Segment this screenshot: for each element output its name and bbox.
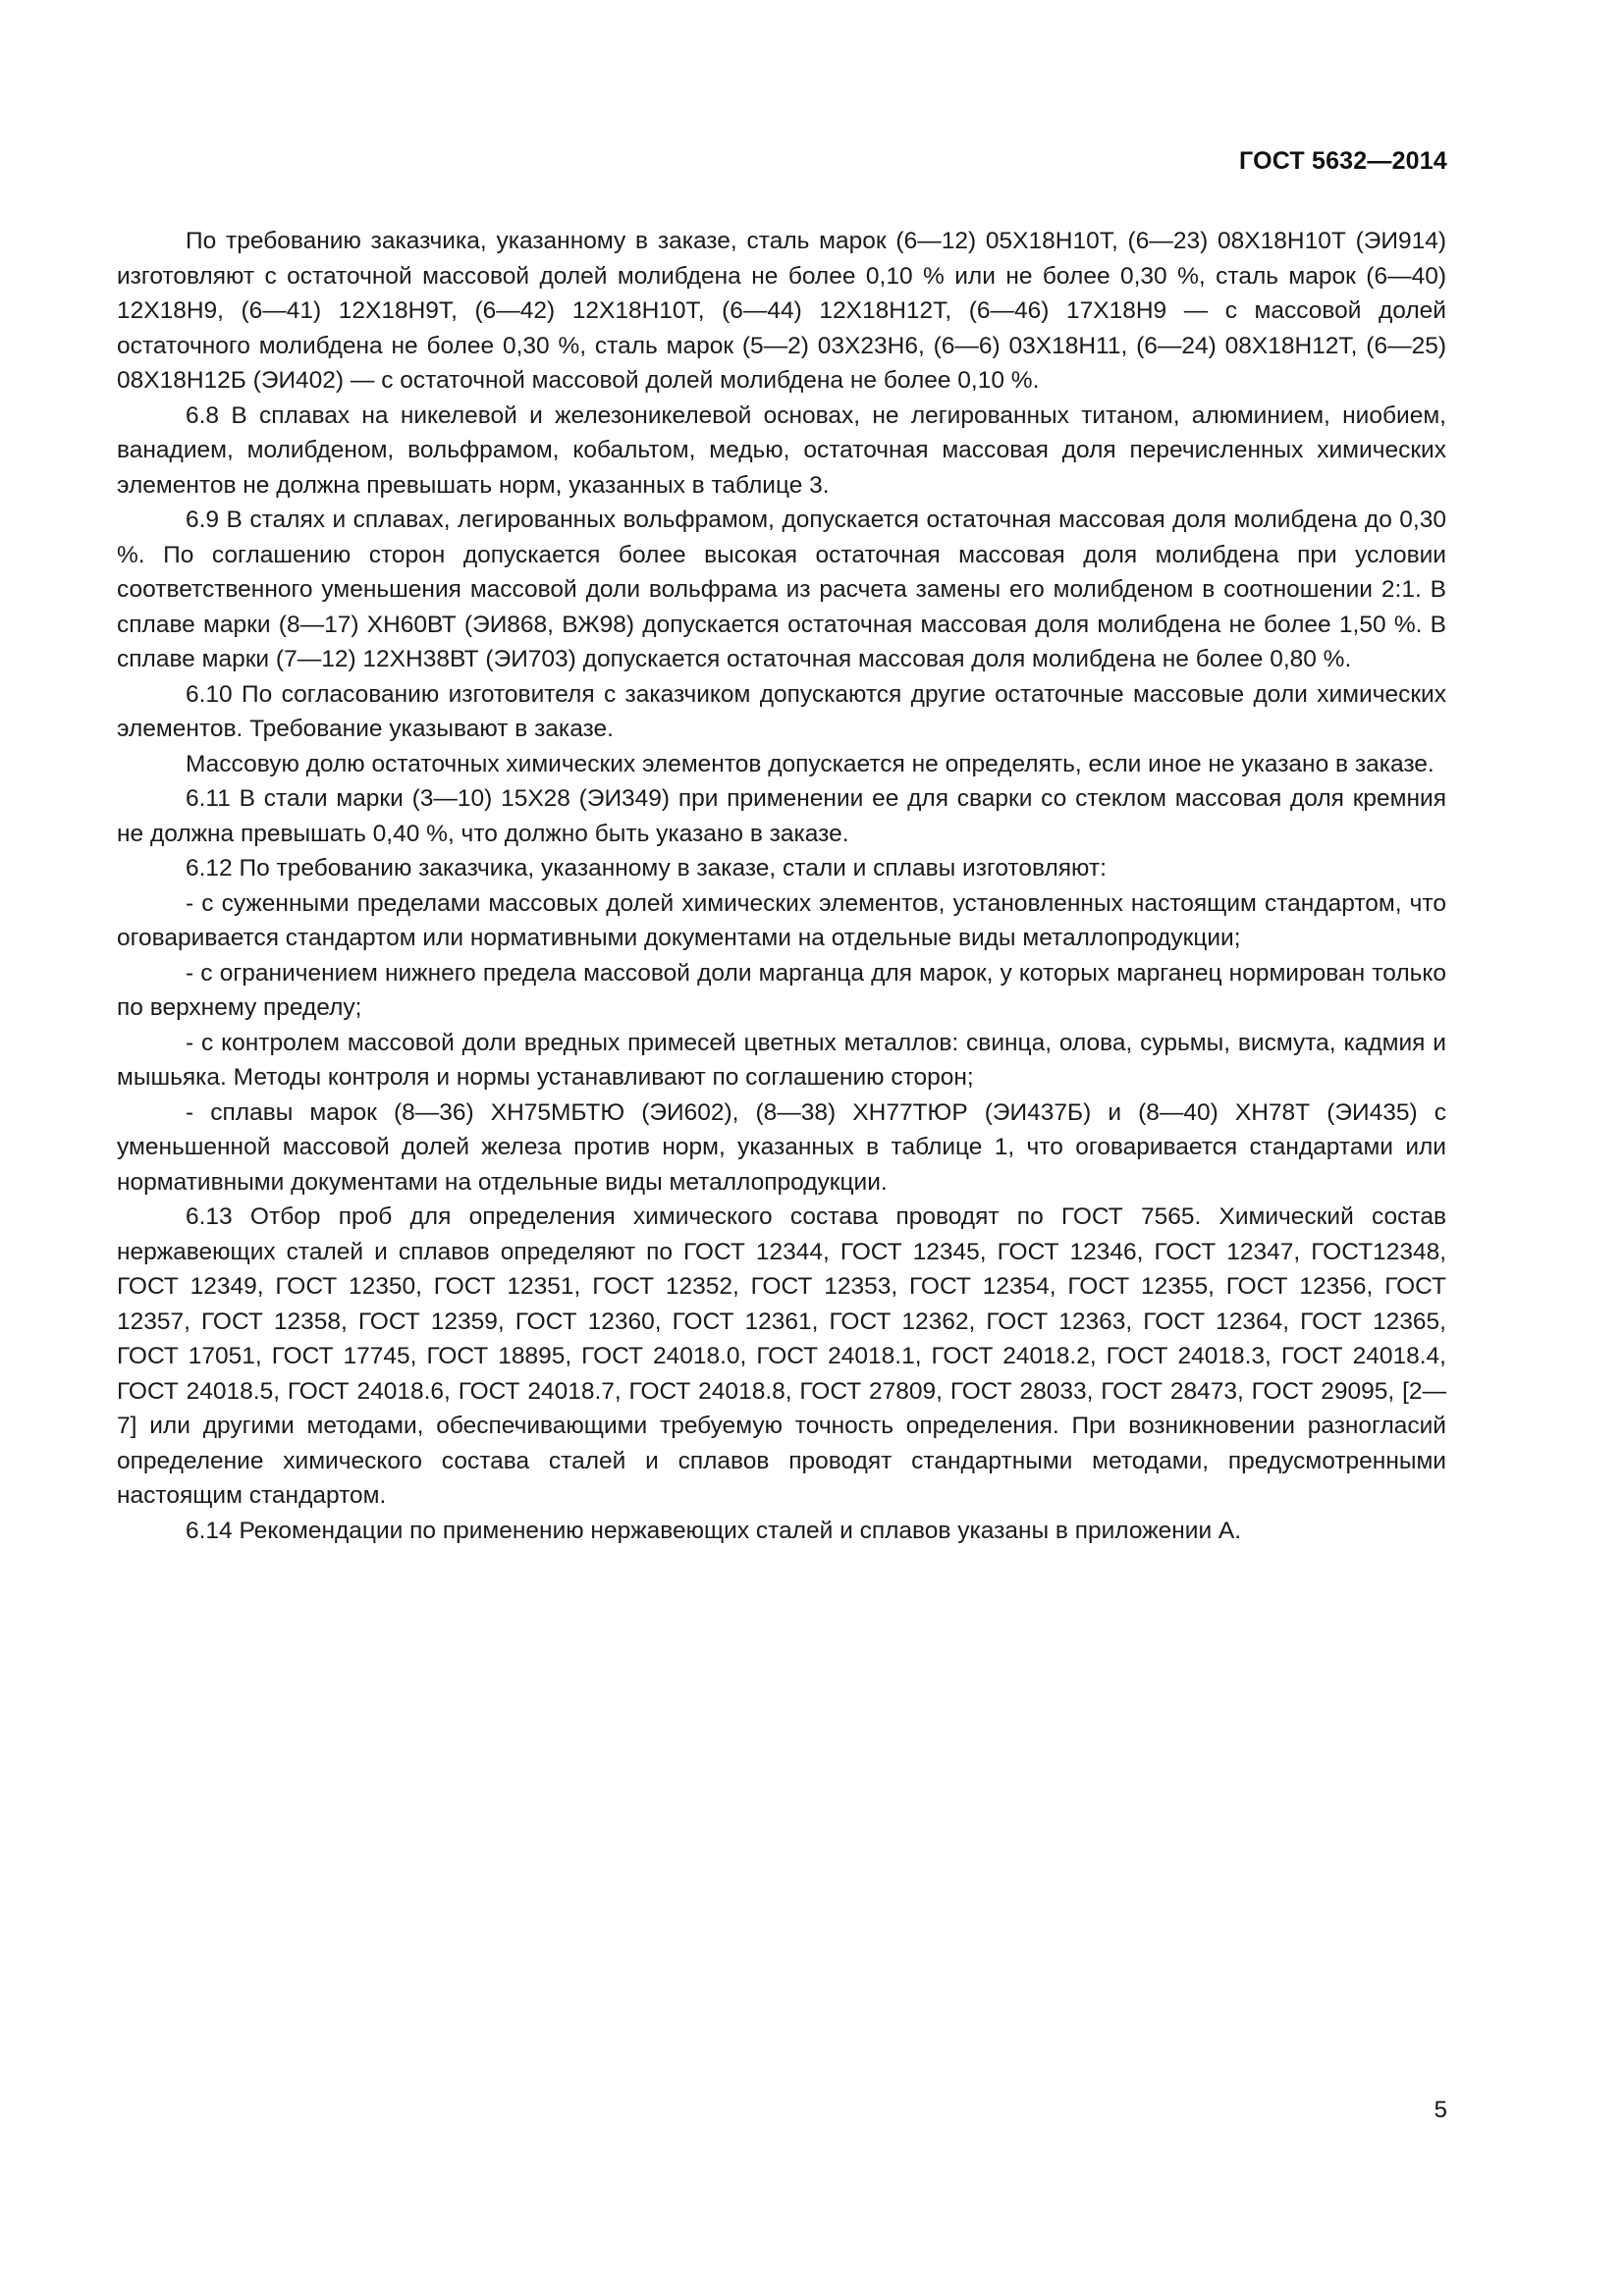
list-item-nonferrous-impurities: - с контролем массовой доли вредных примесей цветных металлов: свинца, олова, сурьмы, висмута, кадмия и мышьяка. Методы контроля и нормы устанавливают по соглашению сторон; bbox=[117, 1029, 1446, 1091]
document-body bbox=[117, 224, 1446, 1548]
paragraph-6-10: 6.10 По согласованию изготовителя с заказчиком допускаются другие остаточные массовые доли химических элементов. Требование указывают в заказе. bbox=[117, 680, 1446, 742]
paragraph-6-14: 6.14 Рекомендации по применению нержавеющих сталей и сплавов указаны в приложении А. bbox=[186, 1517, 1242, 1544]
list-item-narrowed-limits: - с суженными пределами массовых долей химических элементов, установленных настоящим стандартом, что оговаривается стандартом или нормативными документами на отдельные виды металлопродукции; bbox=[117, 889, 1446, 951]
page-header-standard-code: ГОСТ 5632—2014 bbox=[1239, 147, 1447, 175]
paragraph-6-13: 6.13 Отбор проб для определения химического состава проводят по ГОСТ 7565. Химический состав нержавеющих сталей и сплавов определяют по ГОСТ 12344, ГОСТ 12345, ГОСТ 12346, ГОСТ 12347, ГОСТ12348, ГОСТ 12349, ГОСТ 12350, ГОСТ 12351, ГОСТ 12352, ГОСТ 12353, ГОСТ 12354, ГОСТ 12355, ГОСТ 12356, ГОСТ 12357, ГОСТ 12358, ГОСТ 12359, ГОСТ 12360, ГОСТ 12361, ГОСТ 12362, ГОСТ 12363, ГОСТ 12364, ГОСТ 12365, ГОСТ 17051, ГОСТ 17745, ГОСТ 18895, ГОСТ 24018.0, ГОСТ 24018.1, ГОСТ 24018.2, ГОСТ 24018.3, ГОСТ 24018.4, ГОСТ 24018.5, ГОСТ 24018.6, ГОСТ 24018.7, ГОСТ 24018.8, ГОСТ 27809, ГОСТ 28033, ГОСТ 28473, ГОСТ 29095, [2—7] или другими методами, обеспечивающими требуемую точность определения. При возникновении разногласий определение химического состава сталей и сплавов проводят стандартными методами, предусмотренными настоящим стандартом. bbox=[117, 1203, 1446, 1509]
paragraph-6-11: 6.11 В стали марки (3—10) 15Х28 (ЭИ349) при применении ее для сварки со стеклом массовая доля кремния не должна превышать 0,40 %, что должно быть указано в заказе. bbox=[117, 785, 1446, 847]
list-item-manganese-limit: - с ограничением нижнего предела массовой доли марганца для марок, у которых марганец нормирован только по верхнему пределу; bbox=[117, 959, 1446, 1021]
paragraph-6-9: 6.9 В сталях и сплавах, легированных вольфрамом, допускается остаточная массовая доля молибдена до 0,30 %. По соглашению сторон допускается более высокая остаточная массовая доля молибдена при условии соответственного уменьшения массовой доли вольфрама из расчета замены его молибденом в соотношении 2:1. В сплаве марки (8—17) ХН60ВТ (ЭИ868, ВЖ98) допускается остаточная массовая доля молибдена не более 1,50 %. В сплаве марки (7—12) 12ХН38ВТ (ЭИ703) допускается остаточная массовая доля молибдена не более 0,80 %. bbox=[117, 507, 1446, 672]
paragraph-6-10-note: Массовую долю остаточных химических элементов допускается не определять, если иное не указано в заказе. bbox=[186, 750, 1435, 777]
paragraph-6-12: 6.12 По требованию заказчика, указанному в заказе, стали и сплавы изготовляют: bbox=[186, 855, 1107, 881]
page-number: 5 bbox=[1434, 2097, 1447, 2123]
paragraph-6-8: 6.8 В сплавах на никелевой и железоникелевой основах, не легированных титаном, алюминием, ниобием, ванадием, молибденом, вольфрамом, кобальтом, медью, остаточная массовая доля перечисленных химических элементов не должна превышать норм, указанных в таблице 3. bbox=[117, 401, 1446, 499]
paragraph-molybdenum-residual: По требованию заказчика, указанному в заказе, сталь марок (6—12) 05Х18Н10Т, (6—23) 08Х18Н10Т (ЭИ914) изготовляют с остаточной массовой долей молибдена не более 0,10 % или не более 0,30 %, сталь марок (6—40) 12Х18Н9, (6—41) 12Х18Н9Т, (6—42) 12Х18Н10Т, (6—44) 12Х18Н12Т, (6—46) 17Х18Н9 — с массовой долей остаточного молибдена не более 0,30 %, сталь марок (5—2) 03Х23Н6, (6—6) 03Х18Н11, (6—24) 08Х18Н12Т, (6—25) 08Х18Н12Б (ЭИ402) — с остаточной массовой долей молибдена не более 0,10 %. bbox=[117, 228, 1446, 394]
list-item-reduced-iron-alloys: - сплавы марок (8—36) ХН75МБТЮ (ЭИ602), (8—38) ХН77ТЮР (ЭИ437Б) и (8—40) ХН78Т (ЭИ435) с уменьшенной массовой долей железа против норм, указанных в таблице 1, что оговаривается стандартами или нормативными документами на отдельные виды металлопродукции. bbox=[117, 1098, 1446, 1196]
